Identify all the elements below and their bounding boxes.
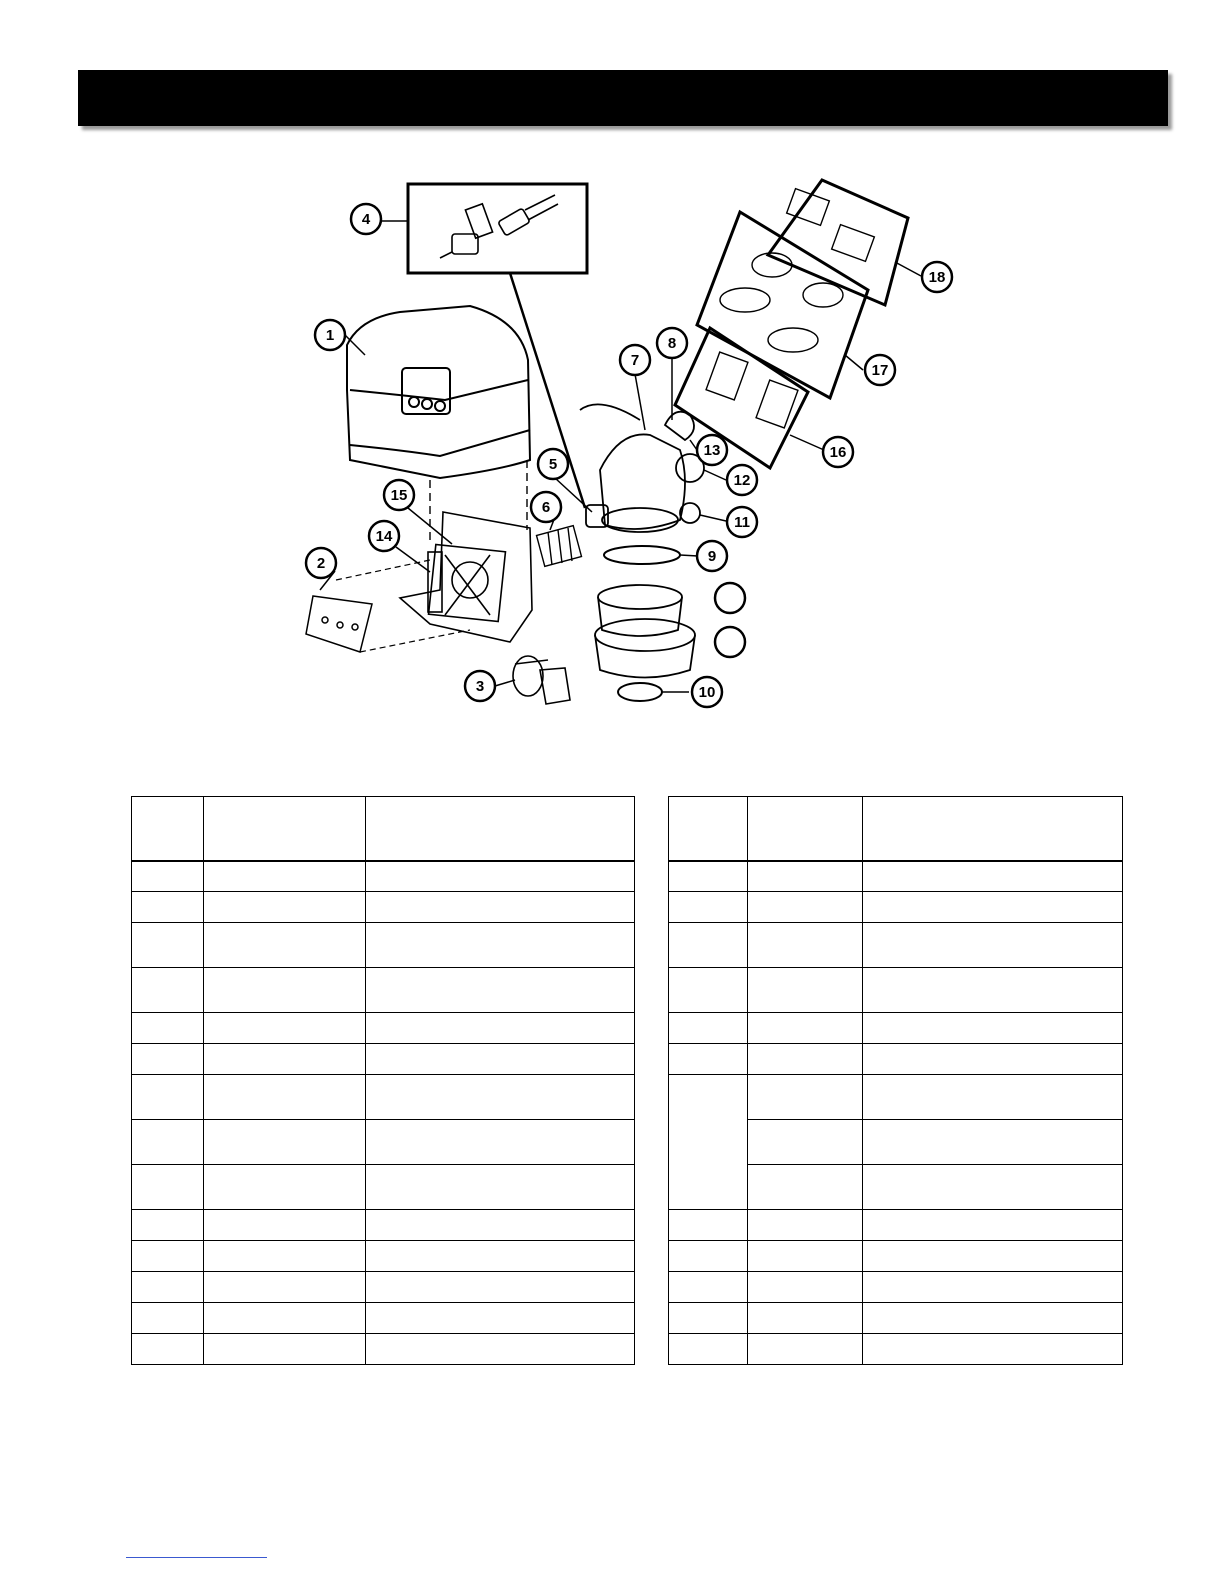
table-cell [669,892,748,923]
table-cell [669,923,748,968]
table-cell [669,1303,748,1334]
table-row [132,861,635,892]
table-cell [204,1044,366,1075]
table-row [132,1075,635,1120]
callout-blank-a [715,583,745,613]
table-cell [748,1303,863,1334]
table-row [669,1075,1123,1120]
callout-4 [351,204,381,234]
table-row [669,1334,1123,1365]
adapter-ring [598,585,682,636]
valve-body-drawing [580,404,704,532]
table-cell [366,1075,635,1120]
transformer-drawing [513,656,570,704]
table-cell [863,861,1123,892]
table-cell [366,1044,635,1075]
svg-text:16: 16 [829,444,847,461]
table-cell [863,1272,1123,1303]
table-cell [366,1210,635,1241]
svg-text:18: 18 [928,269,946,286]
table-cell [366,968,635,1013]
table-row [132,1303,635,1334]
table-cell [132,968,204,1013]
header-cell [366,797,635,861]
table-cell [132,1120,204,1165]
table-row [132,968,635,1013]
svg-text:2: 2 [316,555,326,572]
table-cell [204,923,366,968]
table-cell [366,1241,635,1272]
callout-17 [865,355,895,385]
svg-text:4: 4 [361,211,371,228]
table-cell [669,1334,748,1365]
table-row [132,1210,635,1241]
table-row [669,1013,1123,1044]
exploded-parts-diagram [0,0,1224,760]
callout-blank-b [715,627,745,657]
table-cell [669,861,748,892]
table-cell [204,861,366,892]
backplate-assembly [400,512,532,642]
table-row [669,861,1123,892]
table-cell [204,1210,366,1241]
table-cell [863,1165,1123,1210]
table-cell [132,1334,204,1365]
table-row [669,1272,1123,1303]
callout-11 [727,507,757,537]
tank-adapter [595,619,695,678]
table-row [669,1044,1123,1075]
table-cell [132,861,204,892]
table-cell [204,1334,366,1365]
table-cell [863,923,1123,968]
header-cell [204,797,366,861]
controller-cover [347,306,530,478]
callout-15 [384,480,414,510]
table-cell [204,1120,366,1165]
svg-text:14: 14 [375,528,393,545]
callout-6 [531,492,561,522]
table-cell [132,1013,204,1044]
table-cell [132,1044,204,1075]
table-cell [863,1210,1123,1241]
table-cell [863,968,1123,1013]
header-cell [132,797,204,861]
table-cell [863,1044,1123,1075]
table-row [132,1165,635,1210]
table-cell [366,1165,635,1210]
table-row [132,1334,635,1365]
svg-text:1: 1 [325,327,335,344]
table-cell [669,968,748,1013]
callout-2 [306,548,336,578]
table-cell [132,923,204,968]
table-cell [204,892,366,923]
table-cell [748,1044,863,1075]
table-row [669,1241,1123,1272]
callout-13 [697,435,727,465]
svg-text:7: 7 [630,352,640,369]
table-row [669,892,1123,923]
table-cell [366,1272,635,1303]
header-cell [669,797,748,861]
table-row [669,968,1123,1013]
callout-7 [620,345,650,375]
table-row [132,1013,635,1044]
parts-table-left [131,796,635,1365]
svg-text:12: 12 [733,472,751,489]
table-cell [748,1334,863,1365]
table-row [132,1044,635,1075]
table-row [669,923,1123,968]
table-cell [132,1241,204,1272]
o-ring-9 [604,546,680,564]
distributor-screen [537,526,582,567]
footer-link-underline[interactable] [126,1557,267,1558]
callout-9 [697,541,727,571]
table-cell [748,968,863,1013]
svg-text:10: 10 [698,684,716,701]
svg-text:17: 17 [871,362,889,379]
table-row [132,892,635,923]
table-row [132,1272,635,1303]
table-cell [748,1013,863,1044]
svg-text:15: 15 [390,487,408,504]
table-cell [669,1013,748,1044]
table-row [132,923,635,968]
table-cell [366,1013,635,1044]
table-cell [669,1044,748,1075]
table-cell [748,1075,863,1120]
table-cell [669,1272,748,1303]
callout-12 [727,465,757,495]
table-cell [204,1272,366,1303]
table-row [669,1303,1123,1334]
callout-labels [306,204,952,707]
svg-text:5: 5 [548,456,558,473]
table-cell [748,861,863,892]
table-cell [132,1272,204,1303]
callout-14 [369,521,399,551]
motor-inset-box [408,184,587,273]
header-cell [748,797,863,861]
table-cell [669,1210,748,1241]
callout-10 [692,677,722,707]
svg-text:6: 6 [541,499,551,516]
table-cell [748,1272,863,1303]
table-cell [204,1165,366,1210]
table-cell [863,1075,1123,1120]
table-cell [863,892,1123,923]
table-row [132,1120,635,1165]
circuit-board [306,596,372,652]
table-cell [132,1210,204,1241]
svg-text:9: 9 [707,548,717,565]
table-cell [669,1241,748,1272]
table-cell [748,892,863,923]
table-cell [366,1120,635,1165]
table-cell [132,1075,204,1120]
table-cell [863,1120,1123,1165]
table-cell [204,1303,366,1334]
svg-text:8: 8 [667,335,677,352]
callout-8 [657,328,687,358]
table-cell [366,1303,635,1334]
callout-1 [315,320,345,350]
svg-text:11: 11 [734,514,750,531]
table-cell [863,1334,1123,1365]
table-cell [863,1241,1123,1272]
table-cell [366,1334,635,1365]
table-cell [669,1075,748,1210]
table-cell [748,1120,863,1165]
table-cell [366,861,635,892]
table-cell [748,923,863,968]
svg-text:3: 3 [475,678,485,695]
callout-5 [538,449,568,479]
table-cell [366,892,635,923]
table-cell [748,1210,863,1241]
table-cell [204,1075,366,1120]
callout-16 [823,437,853,467]
table-cell [132,1165,204,1210]
table-row [132,1241,635,1272]
table-cell [132,1303,204,1334]
callout-18 [922,262,952,292]
o-ring-10 [618,683,662,701]
table-cell [863,1303,1123,1334]
table-cell [748,1165,863,1210]
table-cell [863,1013,1123,1044]
callout-3 [465,671,495,701]
table-cell [204,1013,366,1044]
motor-assembly-drawing [440,195,558,258]
header-cell [863,797,1123,861]
table-cell [132,892,204,923]
table-cell [204,1241,366,1272]
parts-table-right [668,796,1123,1365]
svg-text:13: 13 [703,442,721,459]
table-row [669,1210,1123,1241]
table-cell [366,923,635,968]
table-cell [748,1241,863,1272]
table-cell [204,968,366,1013]
